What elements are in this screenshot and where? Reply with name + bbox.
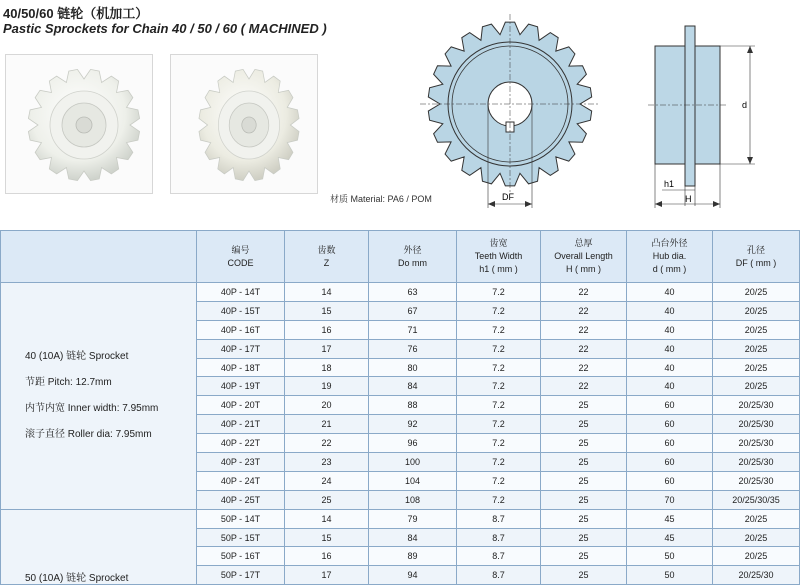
table-cell: 17	[285, 566, 369, 585]
table-cell: 20/25	[713, 528, 800, 547]
table-cell: 20/25/30	[713, 415, 800, 434]
group-40-roller: 滚子直径 Roller dia: 7.95mm	[25, 428, 152, 440]
table-cell: 40	[627, 283, 713, 302]
table-cell: 16	[285, 320, 369, 339]
table-cell: 40P - 18T	[197, 358, 285, 377]
table-cell: 25	[541, 566, 627, 585]
group-40-inner: 内节内宽 Inner width: 7.95mm	[25, 402, 159, 414]
table-cell: 40P - 14T	[197, 283, 285, 302]
df-label: DF	[502, 192, 514, 202]
table-cell: 25	[285, 490, 369, 509]
table-cell: 40P - 19T	[197, 377, 285, 396]
table-cell: 40P - 15T	[197, 301, 285, 320]
table-cell: 40P - 16T	[197, 320, 285, 339]
table-cell: 24	[285, 471, 369, 490]
table-cell: 40P - 25T	[197, 490, 285, 509]
table-cell: 67	[369, 301, 457, 320]
table-cell: 20/25	[713, 358, 800, 377]
table-cell: 20/25/30	[713, 566, 800, 585]
table-cell: 22	[541, 339, 627, 358]
table-cell: 16	[285, 547, 369, 566]
table-cell: 60	[627, 471, 713, 490]
sprocket-bore	[242, 117, 256, 133]
table-cell: 40	[627, 377, 713, 396]
d-label: d	[742, 100, 748, 110]
table-cell: 25	[541, 490, 627, 509]
table-cell: 40	[627, 339, 713, 358]
table-cell: 45	[627, 509, 713, 528]
table-cell: 79	[369, 509, 457, 528]
table-cell: 88	[369, 396, 457, 415]
table-cell: 25	[541, 453, 627, 472]
table-cell: 20/25	[713, 339, 800, 358]
table-cell: 7.2	[457, 301, 541, 320]
table-cell: 60	[627, 396, 713, 415]
table-cell: 7.2	[457, 358, 541, 377]
table-cell: 21	[285, 415, 369, 434]
table-cell: 7.2	[457, 377, 541, 396]
table-cell: 60	[627, 453, 713, 472]
table-cell: 50P - 16T	[197, 547, 285, 566]
table-cell: 20/25/30	[713, 434, 800, 453]
header-od: 外径 Do mm	[369, 231, 457, 283]
table-cell: 20/25	[713, 320, 800, 339]
table-cell: 7.2	[457, 320, 541, 339]
table-cell: 40P - 21T	[197, 415, 285, 434]
table-cell: 76	[369, 339, 457, 358]
h1-label: h1	[664, 179, 675, 189]
table-cell: 40P - 20T	[197, 396, 285, 415]
table-cell: 40	[627, 358, 713, 377]
table-cell: 40P - 24T	[197, 471, 285, 490]
header-empty	[1, 231, 197, 283]
table-cell: 18	[285, 358, 369, 377]
table-cell: 45	[627, 528, 713, 547]
table-cell: 25	[541, 528, 627, 547]
group-50-info	[1, 509, 197, 585]
table-cell: 25	[541, 434, 627, 453]
sprocket-photo-front	[5, 54, 153, 194]
sprocket-bore	[76, 117, 92, 133]
header-hub-dia: 凸台外径 Hub dia. d ( mm )	[627, 231, 713, 283]
table-cell: 60	[627, 415, 713, 434]
table-cell: 7.2	[457, 415, 541, 434]
table-cell: 20/25	[713, 283, 800, 302]
table-cell: 20/25/30	[713, 453, 800, 472]
table-cell: 22	[541, 283, 627, 302]
table-cell: 20/25	[713, 547, 800, 566]
group-40-name: 40 (10A) 链轮 Sprocket	[25, 350, 129, 362]
table-cell: 15	[285, 528, 369, 547]
title-cn: 40/50/60 链轮（机加工）	[3, 6, 149, 21]
table-cell: 25	[541, 396, 627, 415]
table-cell: 22	[541, 377, 627, 396]
table-cell: 22	[541, 301, 627, 320]
header-teeth-width: 齿宽 Teeth Width h1 ( mm )	[457, 231, 541, 283]
table-cell: 17	[285, 339, 369, 358]
table-cell: 19	[285, 377, 369, 396]
table-cell: 14	[285, 283, 369, 302]
table-cell: 50	[627, 566, 713, 585]
table-cell: 20/25/30	[713, 471, 800, 490]
header-bore: 孔径 DF ( mm )	[713, 231, 800, 283]
table-cell: 20/25/30	[713, 396, 800, 415]
table-cell: 20/25/30/35	[713, 490, 800, 509]
table-cell: 25	[541, 547, 627, 566]
header-code: 编号 CODE	[197, 231, 285, 283]
material-label: 材质 Material: PA6 / POM	[330, 194, 432, 204]
table-cell: 40	[627, 320, 713, 339]
table-cell: 7.2	[457, 471, 541, 490]
table-cell: 100	[369, 453, 457, 472]
table-cell: 104	[369, 471, 457, 490]
group-50-name: 50 (10A) 链轮 Sprocket	[25, 573, 129, 585]
table-cell: 7.2	[457, 283, 541, 302]
table-cell: 8.7	[457, 547, 541, 566]
spec-table	[0, 230, 800, 585]
table-cell: 92	[369, 415, 457, 434]
table-cell: 71	[369, 320, 457, 339]
table-cell: 22	[541, 320, 627, 339]
table-cell: 84	[369, 377, 457, 396]
table-cell: 20/25	[713, 301, 800, 320]
table-cell: 108	[369, 490, 457, 509]
sprocket-photo-angled	[170, 54, 318, 194]
header-teeth: 齿数 Z	[285, 231, 369, 283]
technical-drawing	[420, 8, 780, 223]
table-cell: 8.7	[457, 566, 541, 585]
table-cell: 23	[285, 453, 369, 472]
table-cell: 22	[541, 358, 627, 377]
table-cell: 94	[369, 566, 457, 585]
table-cell: 70	[627, 490, 713, 509]
table-cell: 14	[285, 509, 369, 528]
table-cell: 7.2	[457, 396, 541, 415]
table-cell: 22	[285, 434, 369, 453]
table-cell: 25	[541, 509, 627, 528]
table-cell: 40P - 22T	[197, 434, 285, 453]
table-cell: 7.2	[457, 339, 541, 358]
table-cell: 50	[627, 547, 713, 566]
table-cell: 7.2	[457, 453, 541, 472]
header-overall-length: 总厚 Overall Length H ( mm )	[541, 231, 627, 283]
table-row	[1, 509, 800, 528]
table-cell: 40	[627, 301, 713, 320]
table-cell: 25	[541, 471, 627, 490]
table-cell: 50P - 15T	[197, 528, 285, 547]
table-cell: 50P - 14T	[197, 509, 285, 528]
table-cell: 63	[369, 283, 457, 302]
table-cell: 40P - 23T	[197, 453, 285, 472]
table-cell: 40P - 17T	[197, 339, 285, 358]
table-cell: 84	[369, 528, 457, 547]
table-cell: 15	[285, 301, 369, 320]
table-row	[1, 283, 800, 302]
table-cell: 20/25	[713, 509, 800, 528]
title-en: Pastic Sprockets for Chain 40 / 50 / 60 ( MACHINED )	[3, 21, 327, 36]
h-label: H	[685, 194, 692, 204]
table-cell: 96	[369, 434, 457, 453]
table-cell: 50P - 17T	[197, 566, 285, 585]
table-cell: 7.2	[457, 434, 541, 453]
table-cell: 20	[285, 396, 369, 415]
table-cell: 7.2	[457, 490, 541, 509]
table-cell: 60	[627, 434, 713, 453]
table-cell: 8.7	[457, 528, 541, 547]
group-40-pitch: 节距 Pitch: 12.7mm	[25, 376, 112, 388]
table-cell: 20/25	[713, 377, 800, 396]
group-40-info	[1, 283, 197, 510]
table-cell: 89	[369, 547, 457, 566]
table-cell: 80	[369, 358, 457, 377]
table-cell: 8.7	[457, 509, 541, 528]
table-cell: 25	[541, 415, 627, 434]
